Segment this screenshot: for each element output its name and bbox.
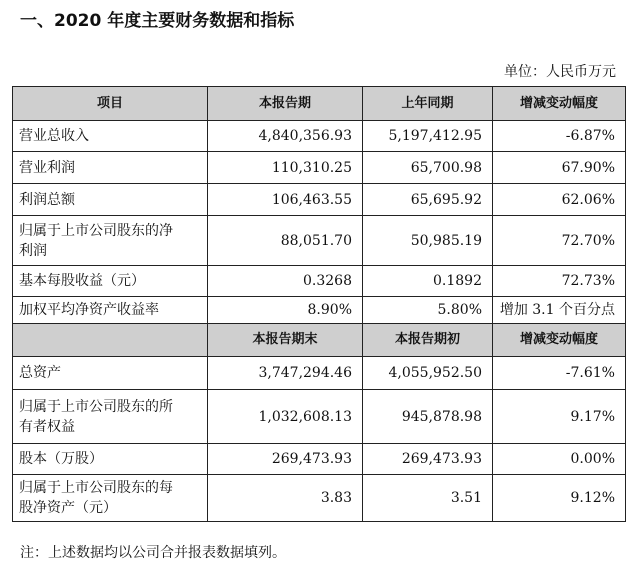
- change-value: 增加 3.1 个百分点: [493, 297, 626, 324]
- change-value: -6.87%: [493, 121, 626, 152]
- current-value: 1,032,608.13: [208, 390, 363, 444]
- header-cell: 本报告期末: [208, 324, 363, 357]
- footnote: 注：上述数据均以公司合并报表数据填列。: [20, 545, 286, 561]
- change-value: 67.90%: [493, 152, 626, 184]
- prior-value: 5.80%: [363, 297, 493, 324]
- page-heading: 一、2020 年度主要财务数据和指标: [20, 11, 295, 31]
- table-row: [13, 184, 626, 216]
- row-label: 归属于上市公司股东的净 利润: [13, 216, 208, 266]
- change-value: 62.06%: [493, 184, 626, 216]
- row-label: 基本每股收益（元）: [13, 266, 208, 297]
- table-row: [13, 390, 626, 444]
- prior-value: 0.1892: [363, 266, 493, 297]
- prior-value: 50,985.19: [363, 216, 493, 266]
- header-cell: 本报告期: [208, 87, 363, 121]
- table-row: [13, 444, 626, 475]
- header-cell: 上年同期: [363, 87, 493, 121]
- change-value: 0.00%: [493, 444, 626, 475]
- current-value: 269,473.93: [208, 444, 363, 475]
- table-row: [13, 121, 626, 152]
- row-label: 归属于上市公司股东的所 有者权益: [13, 390, 208, 444]
- change-value: 72.70%: [493, 216, 626, 266]
- current-value: 3,747,294.46: [208, 357, 363, 390]
- financial-table: [12, 86, 626, 522]
- row-label: 总资产: [13, 357, 208, 390]
- row-label: 利润总额: [13, 184, 208, 216]
- row-label: 加权平均净资产收益率: [13, 297, 208, 324]
- current-value: 106,463.55: [208, 184, 363, 216]
- change-value: 72.73%: [493, 266, 626, 297]
- table-row: [13, 152, 626, 184]
- table-header-row: [13, 87, 626, 121]
- prior-value: 4,055,952.50: [363, 357, 493, 390]
- table-row: [13, 216, 626, 266]
- change-value: -7.61%: [493, 357, 626, 390]
- table-row: [13, 357, 626, 390]
- unit-label: 单位：人民币万元: [504, 64, 616, 80]
- header-cell: 增减变动幅度: [493, 87, 626, 121]
- header-cell: 项目: [13, 87, 208, 121]
- prior-value: 3.51: [363, 475, 493, 522]
- prior-value: 5,197,412.95: [363, 121, 493, 152]
- row-label: 股本（万股）: [13, 444, 208, 475]
- header-cell: [13, 324, 208, 357]
- prior-value: 945,878.98: [363, 390, 493, 444]
- header-cell: 增减变动幅度: [493, 324, 626, 357]
- current-value: 4,840,356.93: [208, 121, 363, 152]
- prior-value: 65,695.92: [363, 184, 493, 216]
- header-cell: 本报告期初: [363, 324, 493, 357]
- prior-value: 269,473.93: [363, 444, 493, 475]
- current-value: 88,051.70: [208, 216, 363, 266]
- row-label: 营业总收入: [13, 121, 208, 152]
- table-row: [13, 297, 626, 324]
- current-value: 0.3268: [208, 266, 363, 297]
- table-subheader-row: [13, 324, 626, 357]
- change-value: 9.12%: [493, 475, 626, 522]
- table-row: [13, 475, 626, 522]
- row-label: 营业利润: [13, 152, 208, 184]
- change-value: 9.17%: [493, 390, 626, 444]
- prior-value: 65,700.98: [363, 152, 493, 184]
- current-value: 8.90%: [208, 297, 363, 324]
- row-label: 归属于上市公司股东的每 股净资产（元）: [13, 475, 208, 522]
- table-row: [13, 266, 626, 297]
- current-value: 3.83: [208, 475, 363, 522]
- current-value: 110,310.25: [208, 152, 363, 184]
